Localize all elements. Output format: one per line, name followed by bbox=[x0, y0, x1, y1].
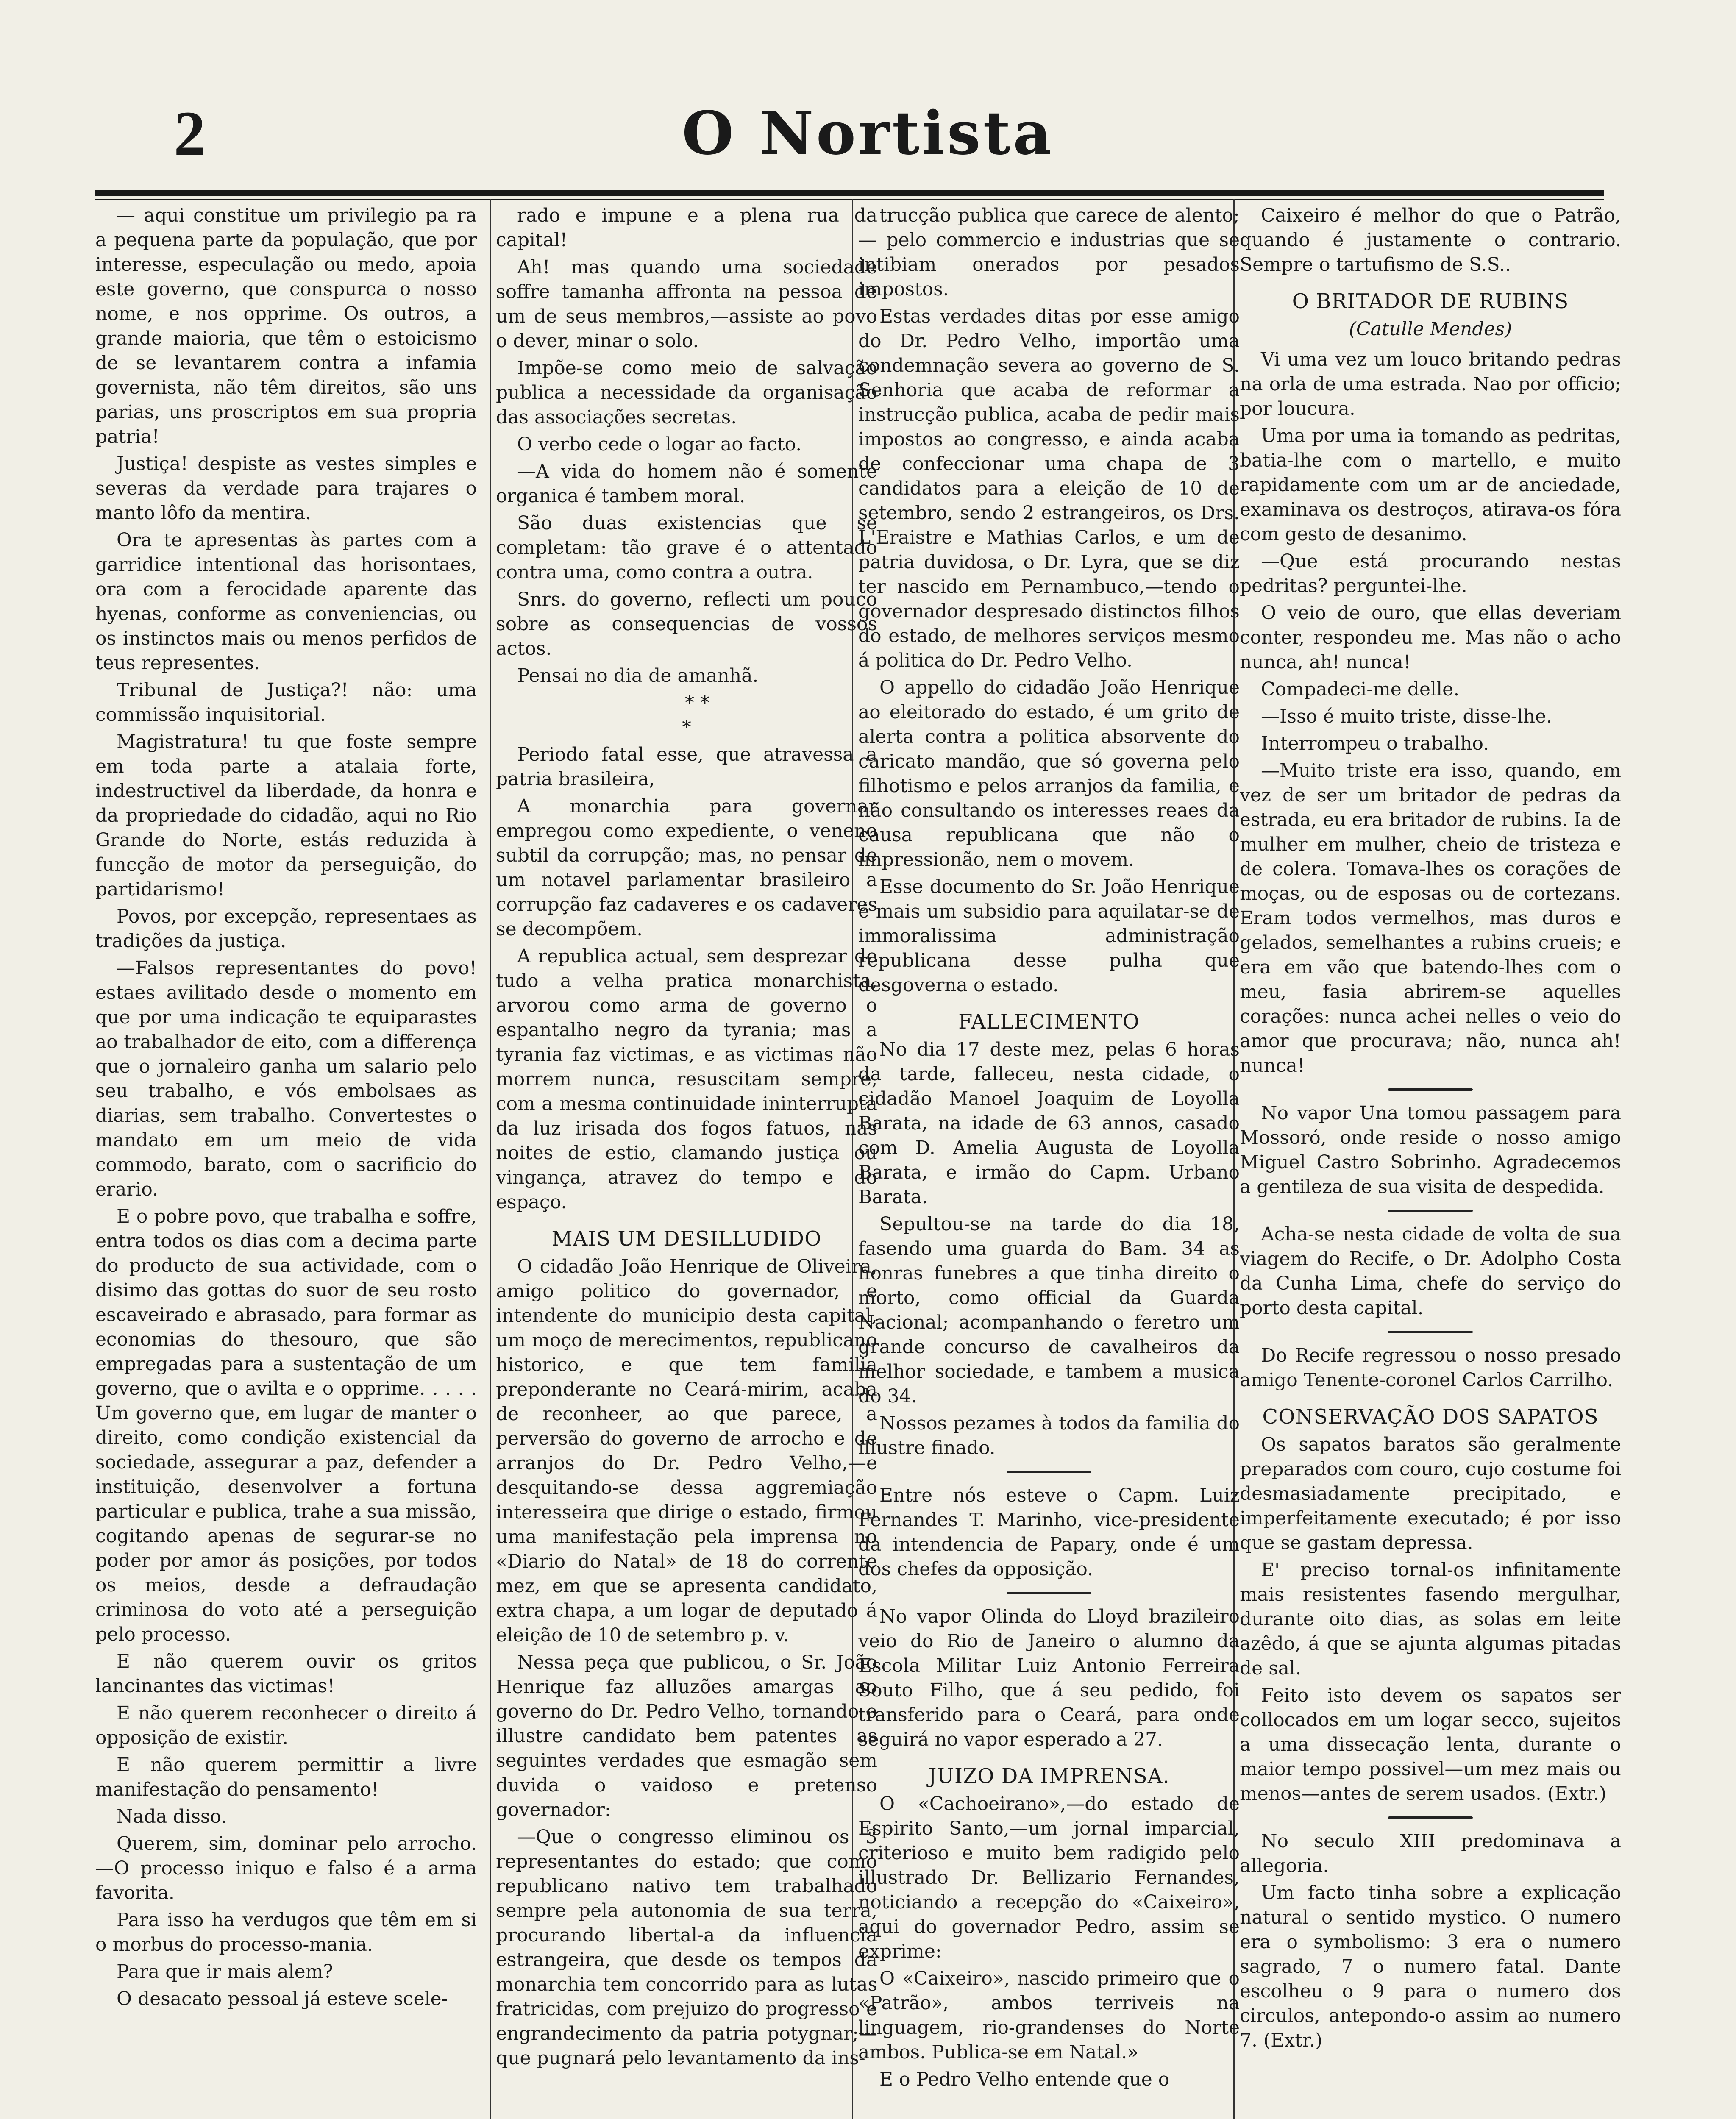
article-heading: O BRITADOR DE RUBINS bbox=[1292, 289, 1569, 313]
paragraph: trucção publica que carece de alento;— pelo commercio e industrias que se intibiam onerados por pesados impostos. bbox=[858, 205, 1240, 300]
paragraph: E o pobre povo, que trabalha e soffre, entra todos os dias com a decima parte do producto de sua actividade, com o disimo das gottas do suor de seu rosto escaveirado e abrasado, para formar as economias do thesouro, que são empregadas para a sustentação de um governo, que o avilta e o opprime. . . . . Um governo que, em lugar de manter o direito, como condição existencial da sociedade, assegurar a paz, defender a instituição, desenvolver a fortuna particular e publica, trahe a sua missão, cogitando apenas de segurar-se no poder por amor ás posições, por todos os meios, desde a defraudação criminosa do voto até a perseguição pelo processo. bbox=[95, 1206, 477, 1645]
article-heading: CONSERVAÇÃO DOS SAPATOS bbox=[1262, 1405, 1599, 1429]
paragraph: Entre nós esteve o Capm. Luiz Fernandes T. Marinho, vice-presidente da intendencia de Papary, onde é um dos chefes da opposição. bbox=[858, 1485, 1240, 1580]
paragraph: E não querem ouvir os gritos lancinantes das victimas! bbox=[95, 1651, 477, 1697]
paragraph: E' preciso tornal-os infinitamente mais resistentes fasendo mergulhar, durante oito dias, as solas em leite azêdo, á que se ajunta algumas pitadas de sal. bbox=[1240, 1559, 1621, 1679]
paragraph: No seculo XIII predominava a allegoria. bbox=[1240, 1830, 1621, 1877]
masthead-rule bbox=[95, 190, 1604, 196]
paragraph: O appello do cidadão João Henrique ao eleitorado do estado, é um grito de alerta contra a politica absorvente do caricato mandão, que só governa pelo filhotismo e pelos arranjos da familia, e não consultando os interesses reaes da causa republicana que não o impressionão, nem o movem. bbox=[858, 677, 1240, 870]
paragraph: —Que o congresso eliminou os 3 representantes do estado; que como republicano nativo tem trabalhado sempre pela autonomia de sua terra, procurando libertal-a da influencia estrangeira, que desde os tempos da monarchia tem concorrido para as lutas fratricidas, com prejuizo do progresso e engrandecimento da patria potygnar;— que pugnará pelo levantamento da ins- bbox=[496, 1826, 877, 2069]
paragraph: São duas existencias que se completam: tão grave é o attentado contra uma, como contra a outra. bbox=[496, 512, 877, 583]
paragraph: —Falsos representantes do povo! estaes avilitado desde o momento em que por uma indicação te equiparastes ao trabalhador de eito, com a differença que o jornaleiro ganha um salario pelo seu trabalho, e vós embolsaes as diarias, sem trabalho. Convertestes o mandato em um meio de vida commodo, barato, com o sacrificio do erario. bbox=[95, 957, 477, 1200]
section-stars: * * * bbox=[682, 692, 709, 738]
column-2 bbox=[496, 203, 877, 2119]
paragraph: Justiça! despiste as vestes simples e severas da verdade para trajares o manto lôfo da mentira. bbox=[95, 453, 477, 524]
paragraph: Estas verdades ditas por esse amigo do Dr. Pedro Velho, importão uma condemnação severa ao governo de S. Senhoria que acaba de reformar a instrucção publica, acaba de pedir mais impostos ao congresso, e ainda acaba de confeccionar uma chapa de 3 candidatos para a eleição de 10 de setembro, sendo 2 estrangeiros, os Drs. L'Eraistre e Mathias Carlos, e um de patria duvidosa, o Dr. Lyra, que se diz ter nascido em Pernambuco,—tendo o governador despresado distinctos filhos do estado, de melhores serviços mesmo á politica do Dr. Pedro Velho. bbox=[858, 306, 1240, 671]
paragraph: Sepultou-se na tarde do dia 18, fasendo uma guarda do Bam. 34 as honras funebres a que tinha direito o morto, como official da Guarda Nacional; acompanhando o feretro um grande concurso de cavalheiros da melhor sociedade, e tambem a musica do 34. bbox=[858, 1213, 1240, 1407]
paragraph: Caixeiro é melhor do que o Patrão, quando é justamente o contrario. Sempre o tartufismo de S.S.. bbox=[1240, 205, 1621, 275]
paragraph: Para isso ha verdugos que têm em si o morbus do processo-mania. bbox=[95, 1909, 477, 1955]
article-author: (Catulle Mendes) bbox=[1349, 318, 1512, 340]
paragraph: Povos, por excepção, representaes as tradições da justiça. bbox=[95, 906, 477, 952]
paragraph: Ora te apresentas às partes com a garridice intentional das horisontaes, ora com a ferocidade aparente das hyenas, conforme as conveniencias, ou os instinctos mais ou menos perfidos de teus representes. bbox=[95, 529, 477, 674]
paragraph: —Que está procurando nestas pedritas? perguntei-lhe. bbox=[1240, 551, 1621, 597]
paragraph: Acha-se nesta cidade de volta de sua viagem do Recife, o Dr. Adolpho Costa da Cunha Lima, chefe do serviço do porto desta capital. bbox=[1240, 1224, 1621, 1319]
paragraph: Querem, sim, dominar pelo arrocho.—O processo iniquo e falso é a arma favorita. bbox=[95, 1833, 477, 1904]
section-separator bbox=[1388, 1816, 1473, 1819]
paragraph: A monarchia para governar empregou como expediente, o veneno subtil da corrupção; mas, no pensar de um notavel parlamentar brasileiro a corrupção faz cadaveres e os cadaveres se decompõem. bbox=[496, 795, 877, 940]
paragraph: —Isso é muito triste, disse-lhe. bbox=[1261, 706, 1552, 727]
paragraph: No vapor Olinda do Lloyd brazileiro veio do Rio de Janeiro o alumno da Escola Militar Luiz Antonio Ferreira Souto Filho, que á seu pedido, foi transferido para o Ceará, para onde seguirá no vapor esperado a 27. bbox=[858, 1606, 1240, 1750]
paragraph: O cidadão João Henrique de Oliveira, amigo politico do governador, e intendente do municipio desta capital, um moço de merecimentos, republicano historico, e que tem familia preponderante no Ceará-mirim, acaba de reconheer, ao que parece, a perversão do governo de arrocho e de arranjos do Dr. Pedro Velho,—e desquitando-se dessa aggremiação interesseira que dirige o estado, firmou uma manifestação pela imprensa no «Diario do Natal» de 18 do corrente mez, em que se apresenta candidato, extra chapa, a um logar de deputado á eleição de 10 de setembro p. v. bbox=[496, 1256, 877, 1646]
paragraph: Para que ir mais alem? bbox=[117, 1961, 333, 1983]
paragraph: O «Caixeiro», nascido primeiro que o «Patrão», ambos terriveis na linguagem, rio-grandenses do Norte ambos. Publica-se em Natal.» bbox=[858, 1968, 1240, 2063]
paragraph: O desacato pessoal já esteve scele- bbox=[117, 1988, 448, 2010]
paragraph: Compadeci-me delle. bbox=[1261, 679, 1460, 700]
paragraph: Um facto tinha sobre a explicação natural o sentido mystico. O numero era o symbolismo: 3 era o numero sagrado, 7 o numero fatal. Dante escolheu o 9 para o numero dos circulos, antepondo-o assim ao numero 7. (Extr.) bbox=[1240, 1882, 1621, 2051]
column-4 bbox=[1240, 203, 1621, 2119]
paragraph: rado e impune e a plena rua da capital! bbox=[496, 205, 877, 251]
paragraph: —Muito triste era isso, quando, em vez de ser um britador de pedras da estrada, eu era britador de rubins. Ia de mulher em mulher, cheio de tristeza e de colera. Tomava-lhes os corações de moças, ou de esposas ou de cortezans. Eram todos vermelhos, mas duros e gelados, semelhantes a rubins crueis; e era em vão que batendo-lhes com o meu, fasia abrirem-se aquelles corações: nunca achei nelles o veio do amor que procurava; não, nunca ah! nunca! bbox=[1240, 760, 1621, 1076]
paragraph: Nada disso. bbox=[117, 1806, 227, 1827]
paragraph: O «Cachoeirano»,—do estado de Espirito Santo,—um jornal imparcial, criterioso e muito bem radigido pelo illustrado Dr. Bellizario Fernandes, noticiando a recepção do «Caixeiro», aqui do governador Pedro, assim se exprime: bbox=[858, 1793, 1240, 1962]
section-separator bbox=[1007, 1592, 1091, 1594]
section-separator bbox=[1388, 1331, 1473, 1333]
section-separator bbox=[1388, 1210, 1473, 1212]
paragraph: —A vida do homem não é somente organica é tambem moral. bbox=[496, 461, 877, 507]
column-1 bbox=[95, 203, 477, 2119]
paragraph: Uma por uma ia tomando as pedritas, batia-lhe com o martello, e muito rapidamente com um ar de anciedade, examinava os destroços, atirava-os fóra com gesto de desanimo. bbox=[1240, 425, 1621, 545]
paragraph: Os sapatos baratos são geralmente preparados com couro, cujo costume foi desmasiadamente precipitado, e imperfeitamente executado; é por isso que se gastam depressa. bbox=[1240, 1434, 1621, 1554]
paragraph: A republica actual, sem desprezar de tudo a velha pratica monarchista, arvorou como arma de governo o espantalho negro da tyrania; mas a tyrania faz victimas, e as victimas não morrem nunca, resuscitam sempre, com a mesma continuidade ininterrupta da luz irisada dos fogos fatuos, nas noites de estio, clamando justiça ou vingança, atravez do tempo e do espaço. bbox=[496, 945, 877, 1213]
page-number: 2 bbox=[174, 98, 206, 169]
paragraph: E o Pedro Velho entende que o bbox=[879, 2069, 1170, 2090]
paragraph: Nossos pezames à todos da familia do illustre finado. bbox=[858, 1413, 1240, 1459]
paragraph: Periodo fatal esse, que atravessa a patria brasileira, bbox=[496, 744, 877, 790]
paragraph: Ah! mas quando uma sociedade soffre tamanha affronta na pessoa de um de seus membros,—assiste ao povo o dever, minar o solo. bbox=[496, 256, 877, 352]
paragraph: E não querem reconhecer o direito á opposição de existir. bbox=[95, 1702, 477, 1749]
paragraph: Interrompeu o trabalho. bbox=[1261, 733, 1489, 754]
paragraph: Tribunal de Justiça?! não: uma commissão inquisitorial. bbox=[95, 679, 477, 726]
column-divider bbox=[490, 199, 491, 2119]
paragraph: O verbo cede o logar ao facto. bbox=[517, 434, 802, 455]
paragraph: No dia 17 deste mez, pelas 6 horas da tarde, falleceu, nesta cidade, o cidadão Manoel Joaquim de Loyolla Barata, na idade de 63 annos, casado com D. Amelia Augusta de Loyolla Barata, e irmão do Capm. Urbano Barata. bbox=[858, 1039, 1240, 1208]
paragraph: Feito isto devem os sapatos ser collocados em um logar secco, sujeitos a uma dissecação lenta, durante o maior tempo possivel—um mez mais ou menos—antes de serem usados. (Extr.) bbox=[1240, 1685, 1621, 1805]
paragraph: O veio de ouro, que ellas deveriam conter, respondeu me. Mas não o acho nunca, ah! nunca! bbox=[1240, 602, 1621, 673]
paragraph: Magistratura! tu que foste sempre em toda parte a atalaia forte, indestructivel da liberdade, da honra e da propriedade do cidadão, aqui no Rio Grande do Norte, estás reduzida à funcção de motor da perseguição, do partidarismo! bbox=[95, 731, 477, 900]
section-separator bbox=[1007, 1471, 1091, 1473]
paragraph: Do Recife regressou o nosso presado amigo Tenente-coronel Carlos Carrilho. bbox=[1240, 1345, 1621, 1391]
newspaper-title: O Nortista bbox=[682, 99, 1054, 168]
paragraph: E não querem permittir a livre manifestação do pensamento! bbox=[95, 1754, 477, 1800]
column-3 bbox=[858, 203, 1240, 2119]
paragraph: Snrs. do governo, reflecti um pouco sobre as consequencias de vossos actos. bbox=[496, 589, 877, 659]
paragraph: No vapor Una tomou passagem para Mossoró, onde reside o nosso amigo Miguel Castro Sobrinho. Agradecemos a gentileza de sua visita de despedida. bbox=[1240, 1102, 1621, 1198]
paragraph: Esse documento do Sr. João Henrique é mais um subsidio para aquilatar-se de immoralissima administração republicana desse pulha que desgoverna o estado. bbox=[858, 876, 1240, 996]
paragraph: Vi uma vez um louco britando pedras na orla de uma estrada. Nao por officio; por loucura. bbox=[1240, 349, 1621, 420]
paragraph: Nessa peça que publicou, o Sr. João Henrique faz alluzões amargas ao governo do Dr. Pedro Velho, tornando o illustre candidato bem patentes as seguintes verdades que esmagão sem duvida o vaidoso e pretenso governador: bbox=[496, 1652, 877, 1821]
paragraph: — aqui constitue um privilegio pa ra a pequena parte da população, que por interesse, especulação ou medo, apoia este governo, que conspurca o nosso nome, e nos opprime. Os outros, a grande maioria, que têm o estoicismo de se levantarem contra a infamia governista, não têm direitos, são uns parias, uns proscriptos em sua propria patria! bbox=[95, 205, 477, 448]
article-heading: FALLECIMENTO bbox=[958, 1010, 1140, 1034]
masthead-rule-thin bbox=[95, 199, 1604, 200]
paragraph: Pensai no dia de amanhã. bbox=[517, 665, 759, 687]
article-heading: MAIS UM DESILLUDIDO bbox=[551, 1227, 822, 1251]
paragraph: Impõe-se como meio de salvação publica a necessidade da organisação das associações secretas. bbox=[496, 357, 877, 428]
masthead bbox=[0, 93, 1736, 191]
section-separator bbox=[1388, 1088, 1473, 1091]
article-heading: JUIZO DA IMPRENSA. bbox=[928, 1764, 1170, 1788]
